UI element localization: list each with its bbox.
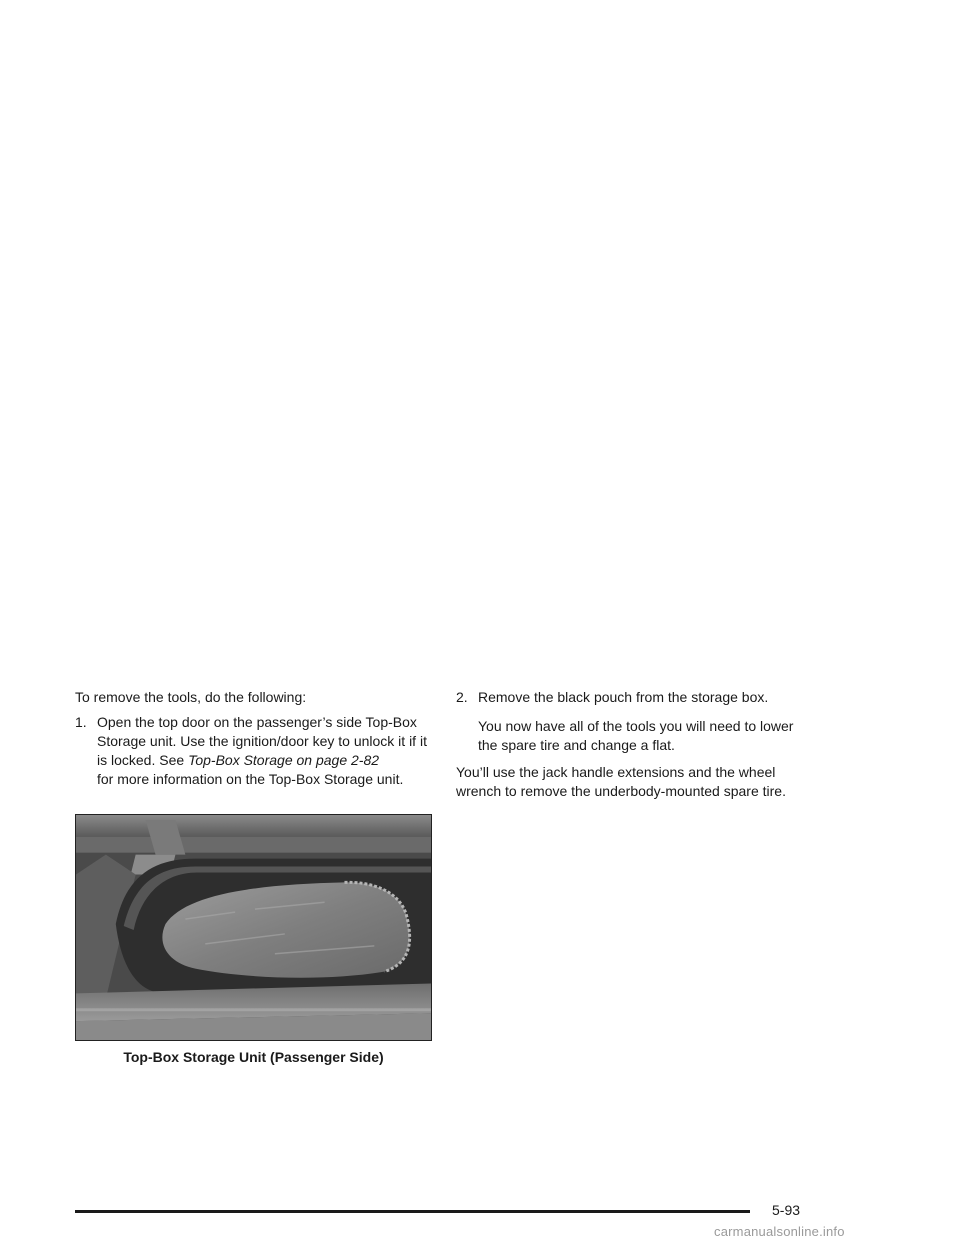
intro-text: To remove the tools, do the following:	[75, 689, 307, 705]
storage-unit-photo	[75, 814, 432, 1041]
cross-reference-link[interactable]: Top-Box Storage on page 2-82	[188, 752, 380, 768]
step-1	[75, 713, 435, 789]
step-2-number: 2.	[456, 689, 468, 705]
spare-tire-paragraph: You’ll use the jack handle extensions and the wheel wrench to remove the underbody-mounted spare tire.	[456, 764, 786, 799]
watermark-text: carmanualsonline.info	[714, 1224, 845, 1239]
step-1-text-after: for more information on the Top-Box Storage unit.	[97, 771, 404, 787]
step-2-text: Remove the black pouch from the storage box.	[478, 689, 769, 705]
step-2	[456, 688, 816, 707]
storage-unit-illustration	[76, 815, 431, 1040]
footer-rule	[75, 1210, 750, 1213]
step-1-text-before: Open the top door on the passenger’s side Top-Box Storage unit. Use the ignition/door key to unlock it if it is locked. See	[97, 714, 427, 768]
step-2-note-text: You now have all of the tools you will need to lower the spare tire and change a flat.	[478, 718, 794, 753]
step-1-number: 1.	[75, 714, 87, 730]
page-number: 5-93	[772, 1202, 801, 1218]
left-column	[75, 688, 435, 789]
right-column	[456, 688, 816, 801]
figure-caption: Top-Box Storage Unit (Passenger Side)	[123, 1049, 384, 1065]
step-2-note	[456, 717, 816, 755]
